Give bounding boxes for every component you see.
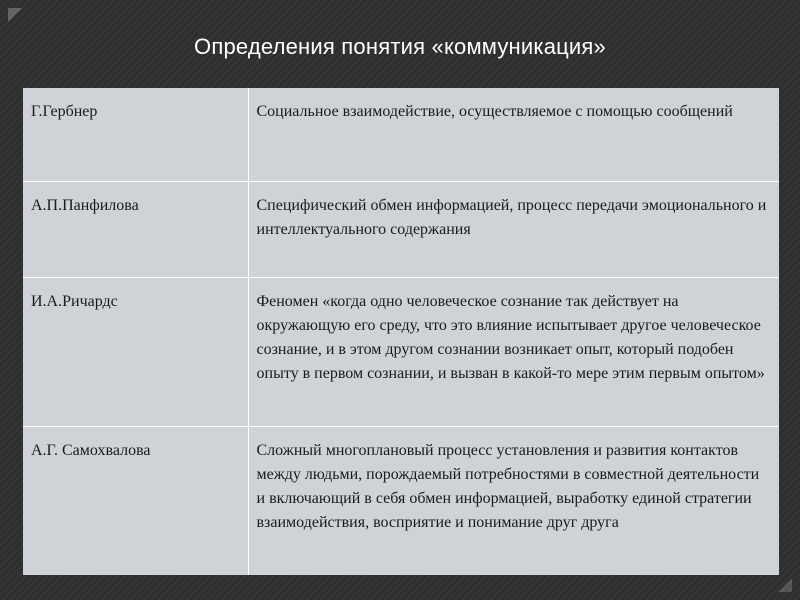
table-row [23,278,779,427]
author-cell: А.П.Панфилова [23,182,248,278]
definition-cell: Специфический обмен информацией, процесс передачи эмоционального и интеллектуального содержания [256,197,767,238]
slide-title: Определения понятия «коммуникация» [194,34,606,59]
author-cell: А.Г. Самохвалова [23,427,248,576]
definition-cell: Социальное взаимодействие, осуществляемое с помощью сообщений [256,103,733,120]
table-row [23,427,779,576]
corner-decoration [778,578,792,592]
table-row [23,88,779,182]
table-row [23,182,779,278]
definitions-table [23,88,779,575]
definition-cell: Сложный многоплановый процесс установления и развития контактов между людьми, порождаемый потребностями в совместной деятельности и включающий в себя обмен информацией, выработку единой стратегии взаимодействия, восприятие и понимание друг друга [256,442,760,531]
definition-cell: Феномен «когда одно человеческое сознание так действует на окружающую его среду, что это влияние испытывает другое человеческое сознание, и в этом другом сознании возникает опыт, который подобен опыту в первом сознании, и вызван в какой-то мере этим первым опытом» [256,293,765,382]
author-cell: И.А.Ричардс [23,278,248,427]
author-cell: Г.Гербнер [23,88,248,182]
corner-decoration [8,8,22,22]
